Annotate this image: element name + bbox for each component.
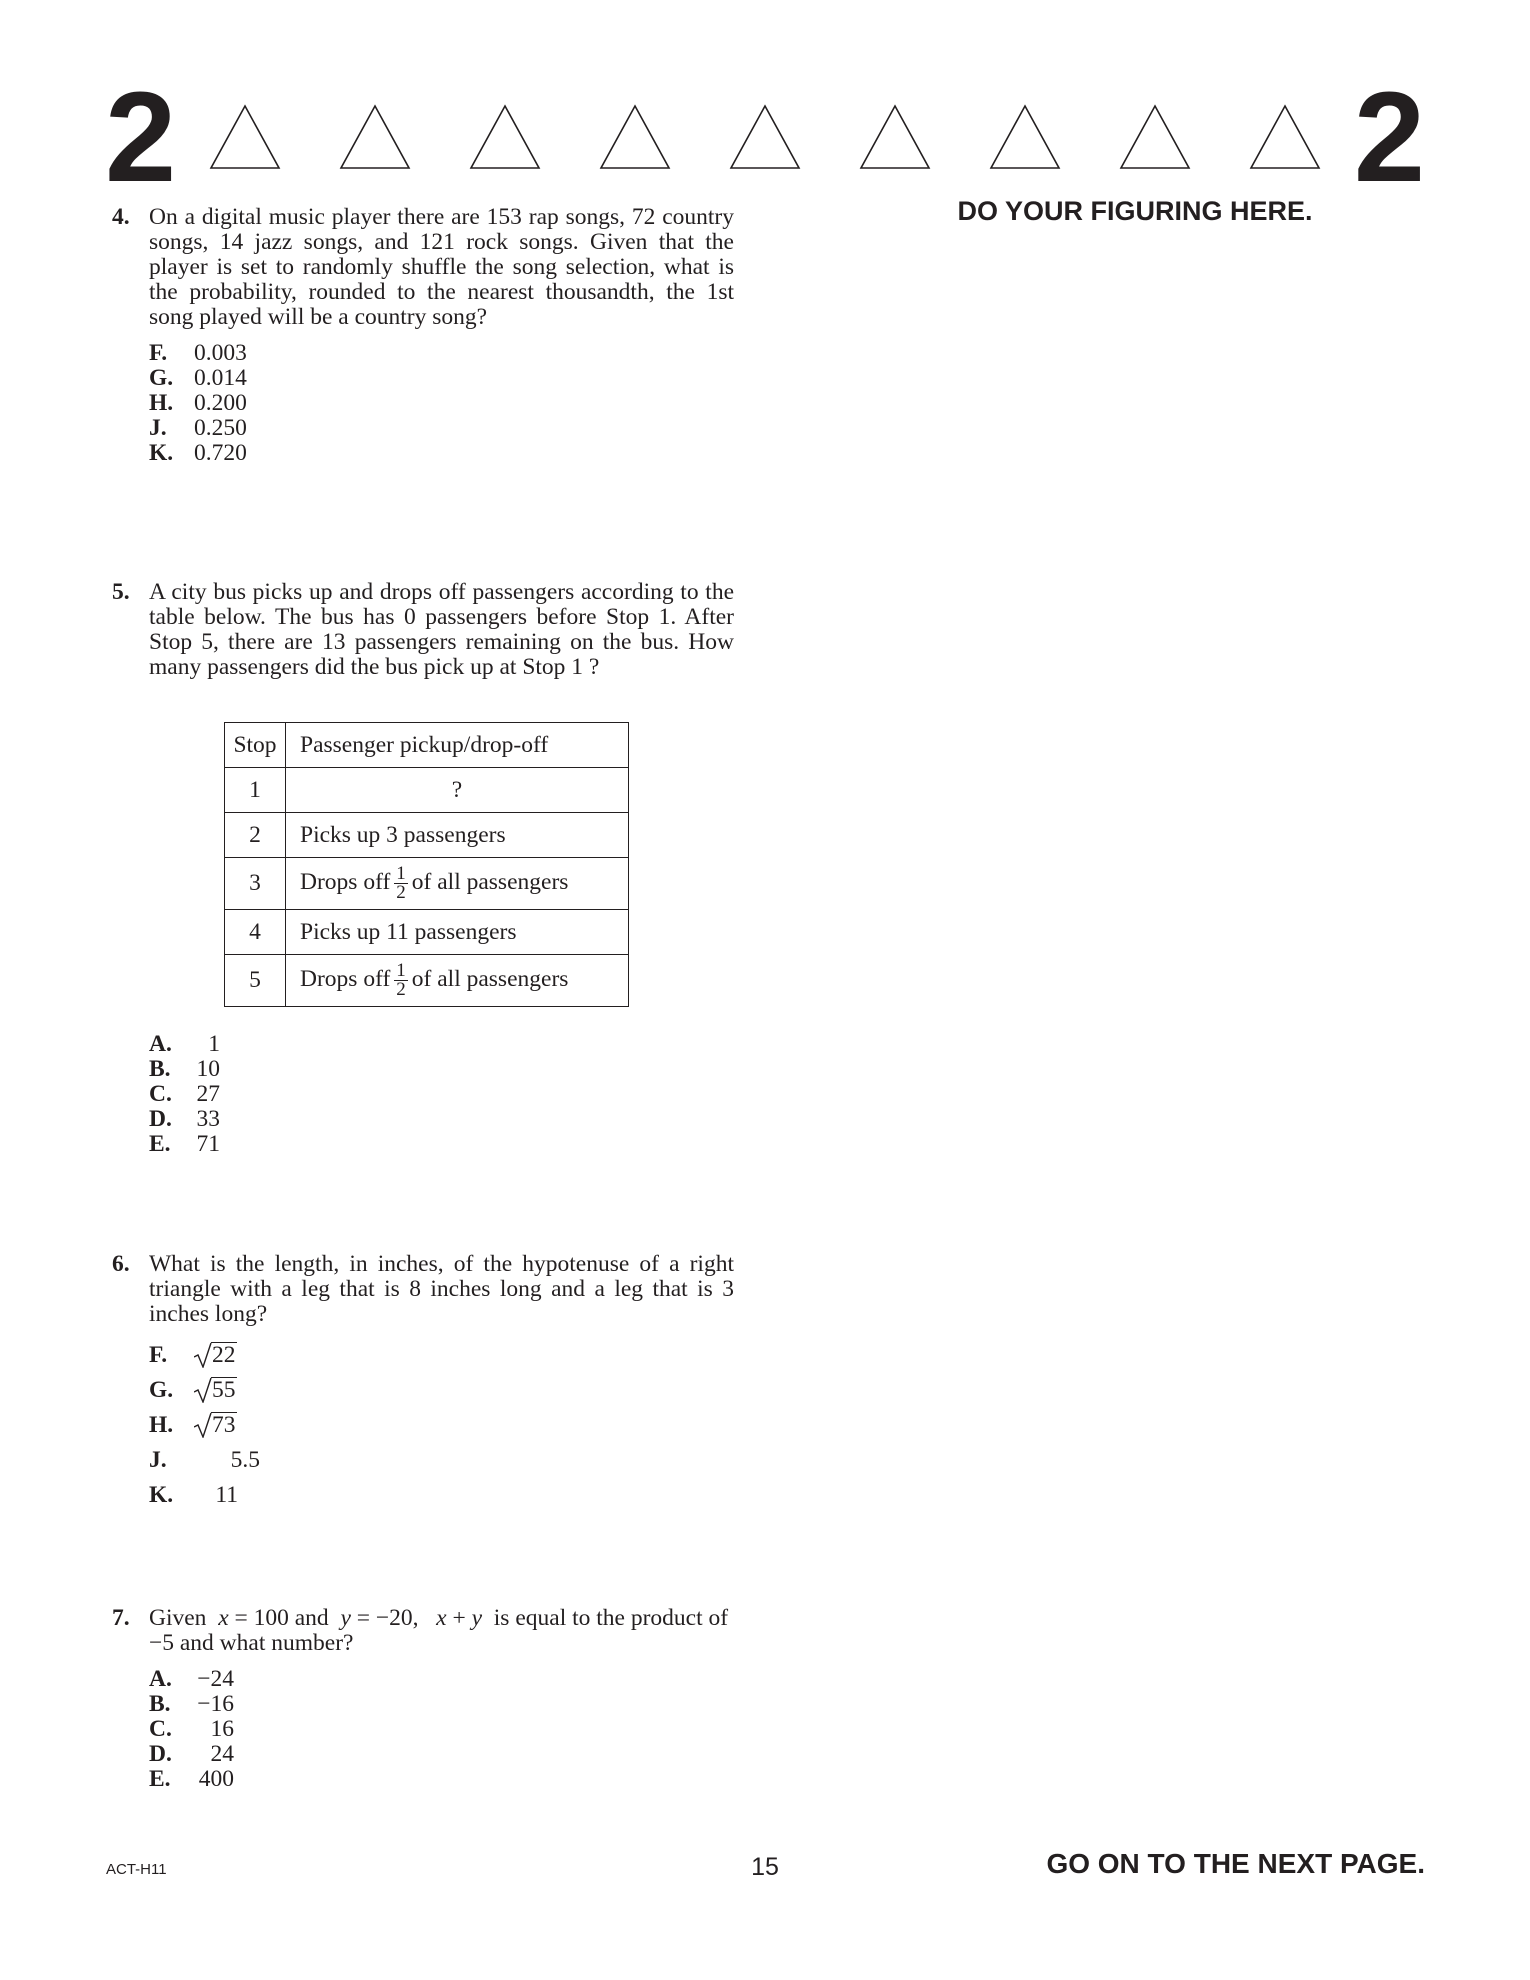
answer-choice-g[interactable] xyxy=(149,366,734,391)
desc-suffix: of all passengers xyxy=(411,965,569,992)
choice-value: 1 xyxy=(208,1031,220,1057)
text-rest: is equal to the product of −5 and what number? xyxy=(149,1605,729,1656)
table-cell-stop: 4 xyxy=(225,910,286,955)
table-header-desc: Passenger pickup/drop-off xyxy=(286,723,629,768)
choice-value: 24 xyxy=(210,1741,234,1767)
page-number: 15 xyxy=(751,1853,779,1881)
table-row xyxy=(225,768,629,813)
question-text: On a digital music player there are 153 rap songs, 72 country songs, 14 jazz songs, and 121 rock songs. Given that the player is set to randomly shuffle the song selection, what is the probability, rounded to the nearest thousandth, the 1st song played will be a country song? xyxy=(149,204,734,330)
variable-y: y xyxy=(340,1605,351,1631)
question-6 xyxy=(112,1252,734,1513)
answer-choices xyxy=(149,1338,734,1513)
question-7 xyxy=(112,1606,734,1792)
table-cell-stop: 5 xyxy=(225,955,286,1007)
fraction xyxy=(394,962,408,999)
choice-letter: K. xyxy=(149,1482,174,1508)
question-5 xyxy=(112,580,734,680)
radicand: 22 xyxy=(212,1342,236,1368)
choice-value: 33 xyxy=(196,1106,220,1132)
square-root xyxy=(194,1373,237,1408)
choice-value: 0.200 xyxy=(194,390,247,416)
expression-y: y xyxy=(471,1605,483,1631)
figuring-label: DO YOUR FIGURING HERE. xyxy=(957,196,1313,226)
answer-choice-h[interactable] xyxy=(149,391,734,416)
choice-letter: H. xyxy=(149,390,174,416)
table-cell-desc: Picks up 3 passengers xyxy=(286,813,629,858)
choice-letter: F. xyxy=(149,1342,168,1368)
section-number-left: 2 xyxy=(105,66,177,209)
form-code: ACT-H11 xyxy=(106,1861,167,1878)
choice-value: 0.250 xyxy=(194,415,247,441)
next-page-label: GO ON TO THE NEXT PAGE. xyxy=(1046,1848,1425,1879)
choice-letter: G. xyxy=(149,1377,174,1403)
choice-value: 0.003 xyxy=(194,340,247,366)
choice-letter: A. xyxy=(149,1666,172,1692)
table-cell-desc: Picks up 11 passengers xyxy=(286,910,629,955)
triangle-icon xyxy=(469,104,541,170)
answer-choice-e[interactable] xyxy=(149,1132,734,1157)
table-cell-stop: 2 xyxy=(225,813,286,858)
choice-value: 10 xyxy=(196,1056,220,1082)
answer-choice-b[interactable] xyxy=(149,1692,734,1717)
choice-letter: J. xyxy=(149,415,167,441)
answer-choices xyxy=(149,1032,734,1157)
triangle-icon xyxy=(1249,104,1321,170)
radicand: 73 xyxy=(212,1412,236,1438)
table-header-row xyxy=(225,723,629,768)
square-root xyxy=(194,1338,237,1373)
question-number: 7. xyxy=(112,1605,130,1631)
question-number: 6. xyxy=(112,1251,130,1277)
choice-value: 71 xyxy=(196,1131,220,1157)
table-cell-stop: 1 xyxy=(225,768,286,813)
question-5-choices xyxy=(112,1032,734,1157)
table-row xyxy=(225,910,629,955)
desc-prefix: Drops off xyxy=(300,965,391,992)
answer-choice-f[interactable] xyxy=(149,1338,734,1373)
choice-value: 16 xyxy=(210,1716,234,1742)
choice-letter: C. xyxy=(149,1081,172,1107)
triangle-icon xyxy=(599,104,671,170)
fraction xyxy=(394,865,408,902)
desc-prefix: Drops off xyxy=(300,868,391,895)
question-number: 5. xyxy=(112,579,130,605)
answer-choice-f[interactable] xyxy=(149,341,734,366)
passenger-table xyxy=(224,722,629,1007)
answer-choice-a[interactable] xyxy=(149,1667,734,1692)
section-number-right: 2 xyxy=(1353,66,1425,209)
answer-choice-k[interactable] xyxy=(149,441,734,466)
triangle-icon xyxy=(989,104,1061,170)
question-number: 4. xyxy=(112,204,130,230)
choice-value: −16 xyxy=(197,1691,234,1717)
desc-suffix: of all passengers xyxy=(411,868,569,895)
radicand: 55 xyxy=(212,1377,236,1403)
answer-choice-d[interactable] xyxy=(149,1742,734,1767)
choice-letter: B. xyxy=(149,1691,171,1717)
fraction-numerator: 1 xyxy=(396,863,406,884)
equation-x: = 100 and xyxy=(234,1605,329,1631)
radical-sign-icon xyxy=(194,1342,212,1368)
choice-letter: J. xyxy=(149,1447,167,1473)
equation-y: = −20, xyxy=(356,1605,419,1631)
choice-value: 0.720 xyxy=(194,440,247,466)
choice-letter: F. xyxy=(149,340,168,366)
table-header-stop: Stop xyxy=(225,723,286,768)
triangle-icon xyxy=(209,104,281,170)
answer-choice-j[interactable] xyxy=(149,1443,734,1478)
text-given: Given xyxy=(149,1605,207,1631)
radical-sign-icon xyxy=(194,1377,212,1403)
triangle-icon xyxy=(339,104,411,170)
answer-choice-c[interactable] xyxy=(149,1717,734,1742)
choice-value: 0.014 xyxy=(194,365,247,391)
answer-choice-k[interactable] xyxy=(149,1478,734,1513)
plus-sign: + xyxy=(452,1605,466,1631)
choice-letter: D. xyxy=(149,1741,172,1767)
fraction-denominator: 2 xyxy=(396,882,406,903)
choice-letter: A. xyxy=(149,1031,172,1057)
answer-choice-g[interactable] xyxy=(149,1373,734,1408)
question-text: What is the length, in inches, of the hypotenuse of a right triangle with a leg that is 8 inches long and a leg that is 3 inches long? xyxy=(149,1251,734,1327)
table-row xyxy=(225,813,629,858)
answer-choice-e[interactable] xyxy=(149,1767,734,1792)
choice-letter: K. xyxy=(149,440,174,466)
answer-choices xyxy=(149,341,734,466)
table-cell-desc: ? xyxy=(286,768,629,813)
question-text: A city bus picks up and drops off passengers according to the table below. The bus has 0 passengers before Stop 1. After Stop 5, there are 13 passengers remaining on the bus. How many passengers did the bus pick up at Stop 1 ? xyxy=(149,579,734,680)
table-row xyxy=(225,955,629,1007)
fraction-denominator: 2 xyxy=(396,979,406,1000)
fraction-numerator: 1 xyxy=(396,960,406,981)
triangle-icon xyxy=(1119,104,1191,170)
choice-letter: D. xyxy=(149,1106,172,1132)
choice-value: 11 xyxy=(215,1482,238,1508)
section-header xyxy=(105,66,1425,209)
radical-sign-icon xyxy=(194,1412,212,1438)
table-cell-desc xyxy=(286,955,629,1007)
table-cell-stop: 3 xyxy=(225,858,286,910)
table-row xyxy=(225,858,629,910)
answer-choice-h[interactable] xyxy=(149,1408,734,1443)
variable-x: x xyxy=(218,1605,229,1631)
choice-letter: C. xyxy=(149,1716,172,1742)
choice-value: 5.5 xyxy=(230,1447,260,1473)
choice-letter: B. xyxy=(149,1056,171,1082)
answer-choice-c[interactable] xyxy=(149,1082,734,1107)
question-text xyxy=(149,1606,734,1656)
choice-value: −24 xyxy=(197,1666,234,1692)
answer-choice-d[interactable] xyxy=(149,1107,734,1132)
choice-letter: H. xyxy=(149,1412,174,1438)
square-root xyxy=(194,1408,237,1443)
expression-x: x xyxy=(436,1605,447,1631)
choice-value: 400 xyxy=(198,1766,234,1792)
answer-choice-b[interactable] xyxy=(149,1057,734,1082)
choice-letter: G. xyxy=(149,365,174,391)
choice-letter: E. xyxy=(149,1131,171,1157)
choice-letter: E. xyxy=(149,1766,171,1792)
answer-choice-a[interactable] xyxy=(149,1032,734,1057)
triangle-icon xyxy=(729,104,801,170)
answer-choice-j[interactable] xyxy=(149,416,734,441)
answer-choices xyxy=(149,1667,734,1792)
choice-value: 27 xyxy=(196,1081,220,1107)
triangle-icon xyxy=(859,104,931,170)
question-4 xyxy=(112,205,734,466)
table-cell-desc xyxy=(286,858,629,910)
